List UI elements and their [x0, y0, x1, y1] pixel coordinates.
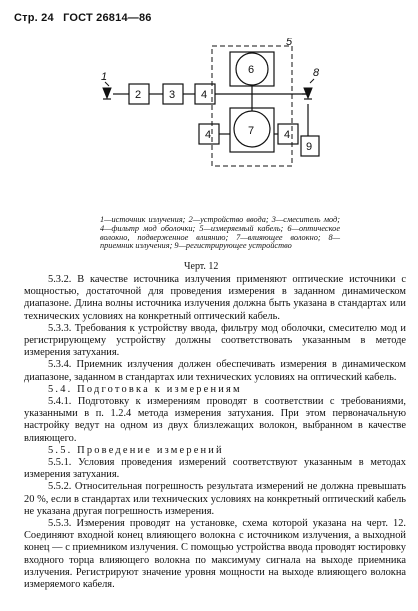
receiver-icon	[304, 79, 314, 99]
paragraph-5-3-2: 5.3.2. В качестве источника излучения применяют оптические источники с мощностью, достаточной для проведения измерения в заданном динамическом диапазоне. Длина волны источника излучения должна быть указана в стандартах или технических условиях на конкретный оптический кабель.	[24, 274, 406, 322]
measurement-setup-diagram	[95, 38, 325, 214]
label-7: 7	[248, 125, 255, 137]
label-8: 8	[313, 67, 320, 79]
label-4c: 4	[284, 129, 291, 141]
paragraph-5-5-1: 5.5.1. Условия проведения измерений соответствуют указанным в методах измерения затухания.	[24, 457, 406, 481]
page-number: Стр. 24	[14, 12, 54, 24]
label-6: 6	[248, 64, 255, 76]
heading-5-5: 5.5. Проведение измерений	[48, 444, 224, 456]
label-4b: 4	[205, 129, 212, 141]
body-text	[24, 274, 406, 591]
paragraph-5-4-1: 5.4.1. Подготовку к измерениям проводят в соответствии с требованиями, указанными в п. 1.2.4 метода измерения затухания. При этом первоначальную настройку ведут на одном из двух близлежащих волокон, выбранном в качестве влияющего.	[24, 396, 406, 444]
standard-number: ГОСТ 26814—86	[63, 12, 152, 24]
label-9: 9	[306, 141, 313, 153]
paragraph-5-5-2: 5.5.2. Относительная погрешность результата измерений не должна превышать 20 %, если в стандартах или технических условиях на конкретный оптический кабель не указана другая погрешность измерения.	[24, 481, 406, 517]
paragraph-5-5-3: 5.5.3. Измерения проводят на установке, схема которой указана на черт. 12. Соединяют входной конец влияющего волокна с источником излучения, а выходной конец — с приемником излучения. С помощью устройства ввода проводят юстировку входного торца влияющего волокна по максимуму сигнала на выходе приемника излучения. Регистрируют значение уровня мощности на выходе влияющего волокна измеряемого кабеля.	[24, 518, 406, 591]
label-4: 4	[201, 89, 208, 101]
figure-title: Черт. 12	[184, 261, 219, 272]
page-header	[14, 12, 158, 24]
heading-5-4: 5.4. Подготовка к измерениям	[48, 383, 242, 395]
figure-caption: 1—источник излучения; 2—устройство ввода; 3—смеситель мод; 4—фильтр мод оболочки; 5—измеряемый кабель; 6—оптическое волокно, подверженное влиянию; 7—влияющее волокно; 8—приемник излучения; 9—регистрирующее устройство	[100, 215, 340, 251]
source-icon	[103, 82, 111, 99]
label-2: 2	[135, 89, 142, 101]
paragraph-5-3-3: 5.3.3. Требования к устройству ввода, фильтру мод оболочки, смесителю мод и регистрирующему устройству должны соответствовать указанным в методе измерения затухания.	[24, 322, 406, 359]
label-5: 5	[286, 38, 293, 48]
label-3: 3	[169, 89, 176, 101]
label-1: 1	[101, 71, 108, 83]
paragraph-5-3-4: 5.3.4. Приемник излучения должен обеспечивать измерения в динамическом диапазоне, заданном в стандартах или технических условиях на оптический кабель.	[24, 359, 406, 383]
